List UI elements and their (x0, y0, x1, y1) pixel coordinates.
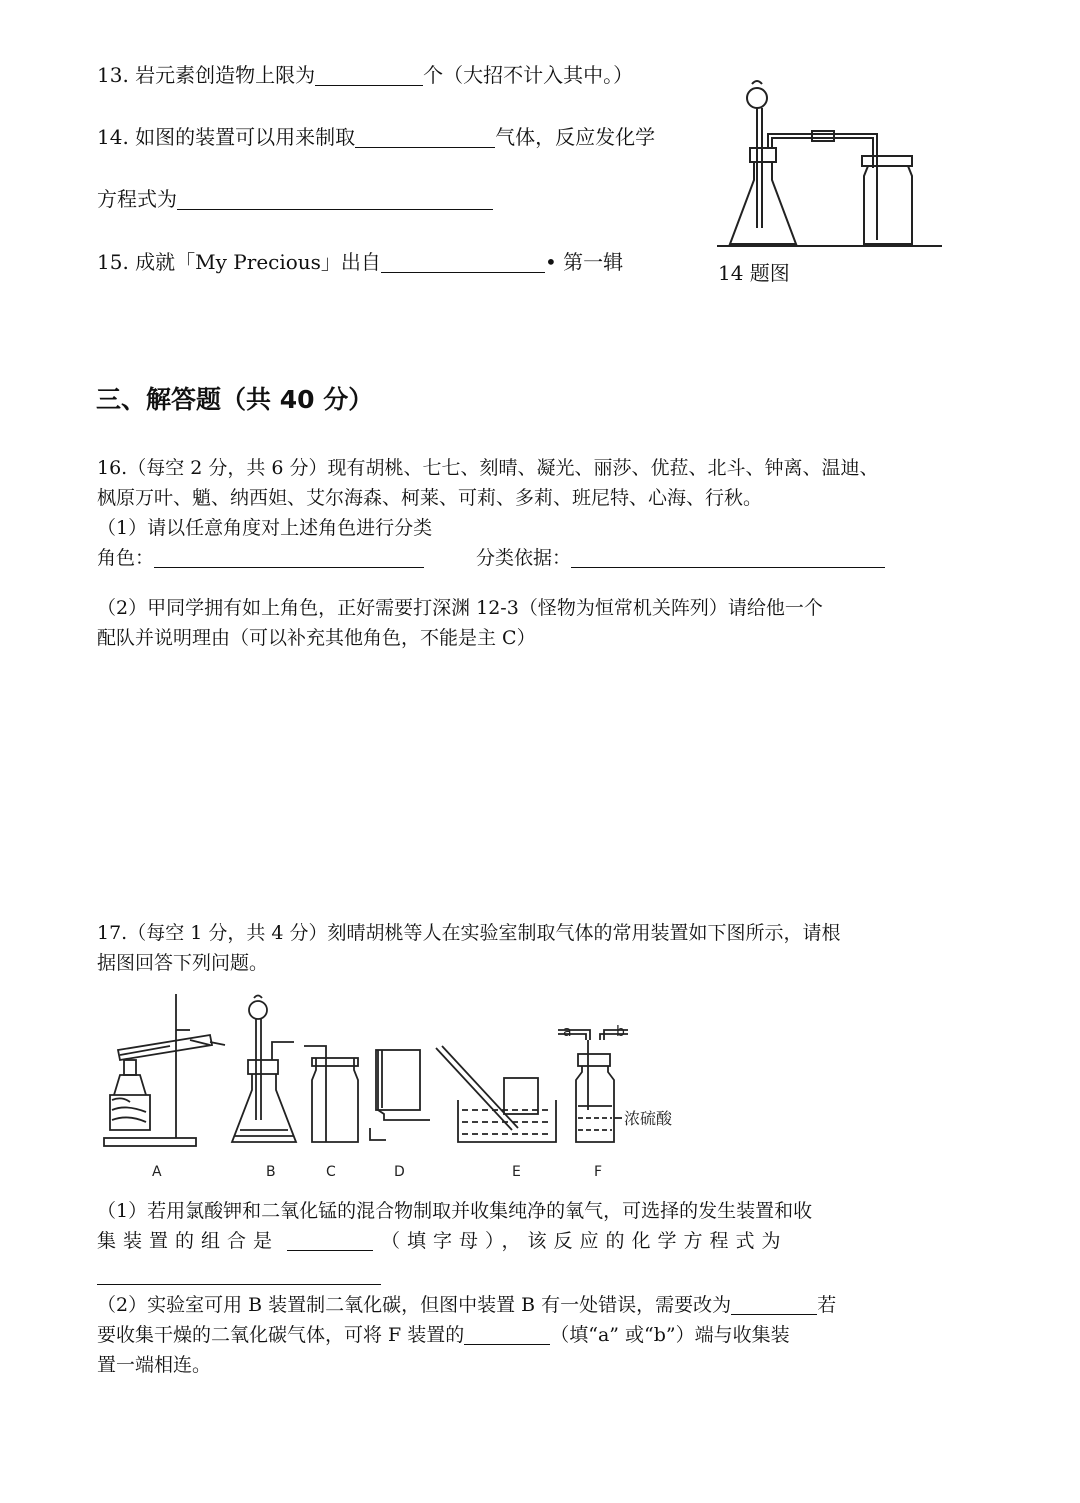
tube-label-b: b (616, 1024, 625, 1040)
apparatus-d (370, 1050, 430, 1140)
q17-end-blank[interactable] (464, 1324, 550, 1345)
label-b: B (266, 1164, 276, 1180)
q16-role-blank[interactable] (154, 547, 424, 568)
label-d: D (394, 1164, 405, 1180)
q17-intro-line1: 17.（每空 1 分，共 4 分）刻晴胡桃等人在实验室制取气体的常用装置如下图所示，请根 (97, 922, 841, 944)
q17-part2-line2a: 要收集干燥的二氧化碳气体，可将 F 装置的 (97, 1324, 465, 1346)
q17-combination-blank[interactable] (287, 1230, 373, 1251)
q16-part1: （1）请以任意角度对上述角色进行分类 (97, 517, 433, 539)
q17-part1-line1: （1）若用氯酸钾和二氧化锰的混合物制取并收集纯净的氧气，可选择的发生装置和收 (97, 1200, 813, 1222)
apparatus-c (304, 1046, 358, 1142)
apparatus-a (104, 994, 225, 1146)
q13-suffix: 个（大招不计入其中。） (423, 63, 634, 87)
apparatus-b (232, 996, 296, 1143)
q16-intro-line2: 枫原万叶、魈、纳西妲、艾尔海森、柯莱、可莉、多莉、班尼特、心海、行秋。 (97, 487, 763, 509)
q17-part2-line1a: （2）实验室可用 B 装置制二氧化碳，但图中装置 B 有一处错误，需要改为 (97, 1294, 732, 1316)
q15-answer-blank[interactable] (381, 252, 545, 273)
q16-role-label: 角色： (97, 547, 155, 569)
q17-part1-line2a: 集装置的组合是 (97, 1230, 280, 1252)
question-14-line1 (97, 124, 655, 150)
question-16 (97, 453, 885, 653)
section-3-heading: 三、解答题（共 40 分） (96, 385, 374, 414)
label-e: E (512, 1164, 521, 1180)
figure-14-caption: 14 题图 (718, 261, 790, 285)
q13-prefix: 13. 岩元素创造物上限为 (97, 63, 316, 87)
q13-answer-blank[interactable] (315, 65, 423, 86)
q14-prefix: 14. 如图的装置可以用来制取 (97, 125, 356, 149)
tube-label-a: a (563, 1024, 572, 1040)
q15-prefix: 15. 成就「My Precious」出自 (97, 250, 381, 274)
label-a: A (152, 1164, 162, 1180)
q17-part1-line2b: （填字母），该反应的化学方程式为 (381, 1230, 788, 1252)
apparatus-f (558, 1030, 628, 1142)
q17-part2-line3: 置一端相连。 (97, 1354, 212, 1376)
q14-gas-blank[interactable] (355, 127, 495, 148)
figure-17-apparatus (100, 990, 700, 1190)
q15-suffix: • 第一辑 (544, 250, 624, 274)
q17-equation-blank[interactable] (97, 1284, 381, 1285)
question-13 (97, 62, 633, 88)
q16-intro-line1: 16.（每空 2 分，共 6 分）现有胡桃、七七、刻晴、凝光、丽莎、优菈、北斗、钟离、温迪、 (97, 457, 879, 479)
label-c: C (326, 1164, 336, 1180)
q17-part2-line1b: 若 (817, 1294, 837, 1316)
question-17-intro (97, 918, 841, 978)
q16-part2-line1: （2）甲同学拥有如上角色，正好需要打深渊 12-3（怪物为恒常机关阵列）请给他一个 (97, 597, 823, 619)
q17-intro-line2: 据图回答下列问题。 (97, 952, 269, 974)
q16-basis-blank[interactable] (571, 547, 885, 568)
question-17-part1 (97, 1196, 812, 1256)
q17-part2-line2b: （填“a” 或“b”）端与收集装 (550, 1324, 790, 1346)
figure-14-apparatus (712, 68, 948, 258)
question-14-line2 (97, 186, 493, 212)
q16-basis-label: 分类依据： (476, 547, 572, 569)
question-17-part2 (97, 1290, 836, 1380)
q17-fix-blank[interactable] (731, 1294, 817, 1315)
question-15 (97, 249, 623, 275)
apparatus-e (436, 1046, 556, 1142)
q16-part2-line2: 配队并说明理由（可以补充其他角色，不能是主 C） (97, 627, 536, 649)
q14-equation-blank[interactable] (177, 189, 493, 210)
q14-line2-prefix: 方程式为 (97, 187, 177, 211)
label-f: F (594, 1164, 603, 1180)
q14-suffix: 气体，反应发化学 (495, 125, 656, 149)
acid-label: 浓硫酸 (624, 1109, 673, 1128)
